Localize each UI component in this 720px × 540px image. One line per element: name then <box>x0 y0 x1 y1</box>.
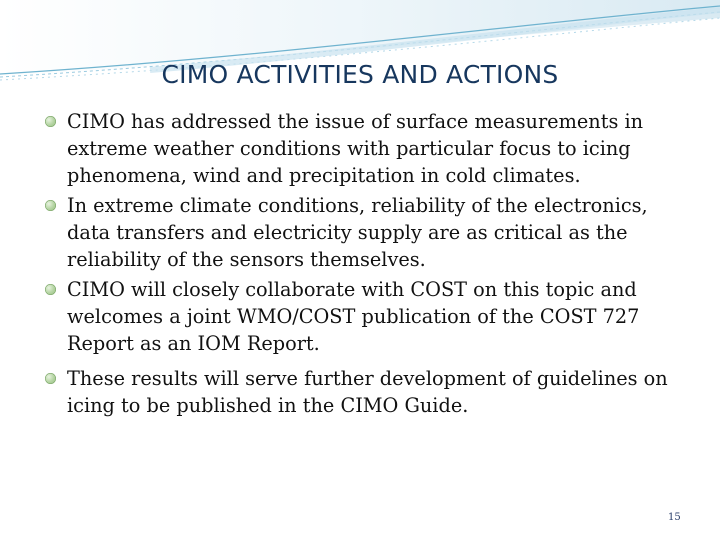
bullet-item <box>45 365 685 419</box>
slide-title: CIMO ACTIVITIES AND ACTIONS <box>161 60 559 89</box>
bullet-icon <box>45 284 56 295</box>
page-number: 15 <box>668 512 681 523</box>
bullet-item <box>45 108 685 189</box>
bullet-text: CIMO has addressed the issue of surface measurements in extreme weather conditions with particular focus to icing phenomena, wind and precipitation in cold climates. <box>67 110 644 187</box>
bullet-icon <box>45 200 56 211</box>
bullet-icon <box>45 373 56 384</box>
bullet-item <box>45 192 685 273</box>
bullet-icon <box>45 116 56 127</box>
bullet-list <box>45 108 685 422</box>
bullet-text: In extreme climate conditions, reliability of the electronics, data transfers and electricity supply are as critical as the reliability of the sensors themselves. <box>67 194 648 271</box>
bullet-text: These results will serve further development of guidelines on icing to be published in the CIMO Guide. <box>67 367 668 417</box>
bullet-text: CIMO will closely collaborate with COST on this topic and welcomes a joint WMO/COST publication of the COST 727 Report as an IOM Report. <box>67 278 640 355</box>
bullet-item <box>45 276 685 357</box>
